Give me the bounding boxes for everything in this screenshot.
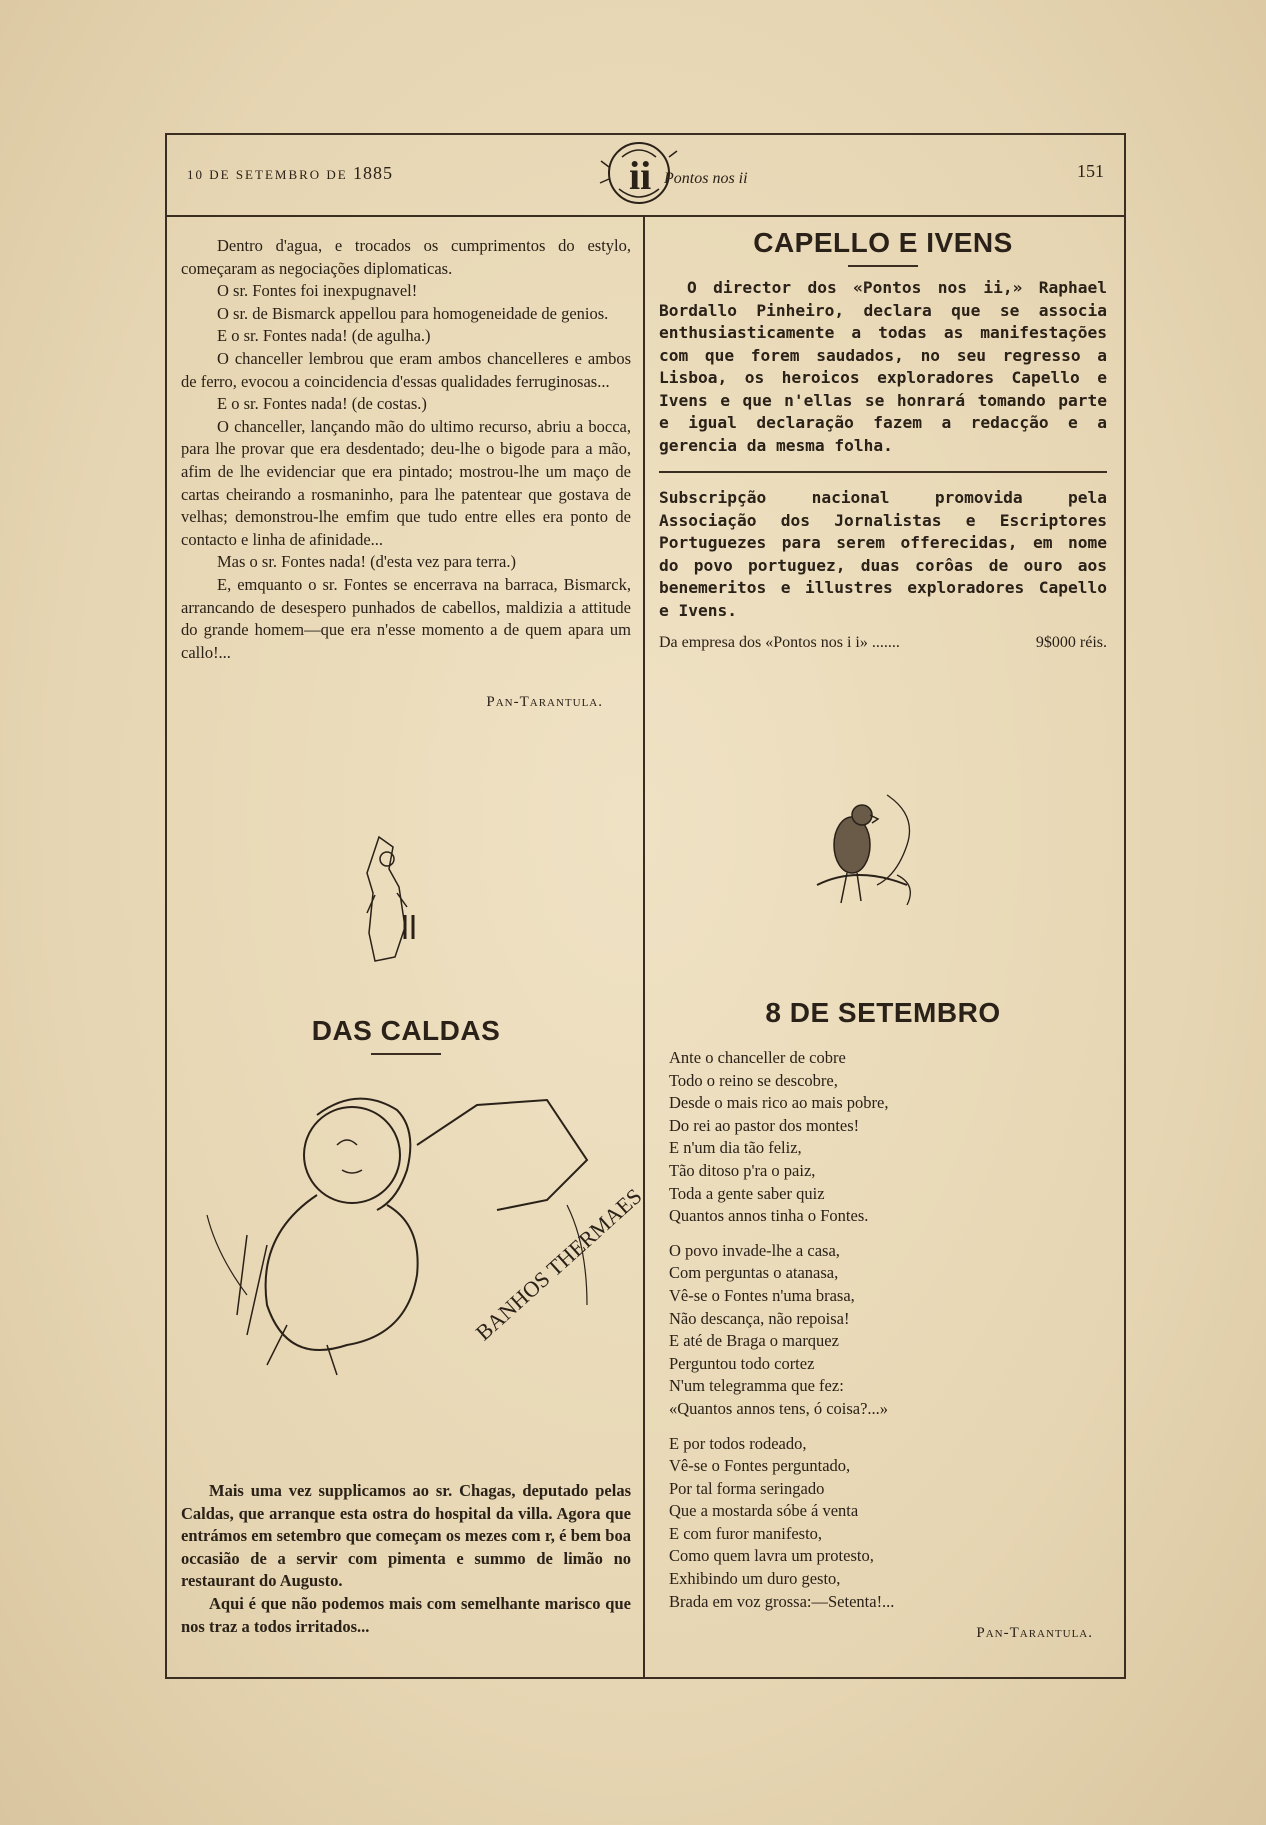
banhos-thermaes-text: BANHOS THERMAES (470, 1183, 647, 1346)
article-signature: Pan-Tarantula. (486, 694, 603, 711)
poem-line: Tão ditoso p'ra o paiz, (669, 1160, 816, 1180)
poem-line: Por tal forma seringado (669, 1478, 825, 1498)
poem-stanza (669, 1433, 1107, 1614)
poem-line: Perguntou todo cortez (669, 1353, 815, 1373)
poem-stanza (669, 1047, 1107, 1228)
poem-line: Brada em voz grossa:—Setenta!... (669, 1591, 895, 1611)
svg-text:ii: ii (629, 153, 652, 198)
das-caldas-title: DAS CALDAS (311, 1015, 501, 1046)
article-paragraph: E o sr. Fontes nada! (de agulha.) (217, 326, 431, 346)
page-frame (165, 133, 1126, 1679)
page-header (167, 135, 1124, 217)
poem-line: O povo invade-lhe a casa, (669, 1240, 840, 1260)
poem-line: Quantos annos tinha o Fontes. (669, 1206, 869, 1226)
header-date-text: 10 DE SETEMBRO DE (187, 167, 348, 182)
poem-line: Como quem lavra um protesto, (669, 1546, 874, 1566)
poem-stanza (669, 1240, 1107, 1421)
das-caldas-section (181, 1015, 631, 1055)
poem-line: E n'um dia tão feliz, (669, 1138, 802, 1158)
poem-line: E por todos rodeado, (669, 1433, 807, 1453)
poem-line: Vê-se o Fontes perguntado, (669, 1456, 851, 1476)
header-year: 1885 (353, 163, 393, 183)
article-paragraph: O sr. de Bismarck appellou para homogeneidade de genios. (217, 303, 609, 323)
article-paragraph: Mas o sr. Fontes nada! (d'esta vez para terra.) (217, 552, 516, 572)
article-paragraph: E, emquanto o sr. Fontes se encerrava na barraca, Bismarck, arrancando de desespero punhados de cabellos, maldizia a attitude do grande homem—que era n'esse momento a de quem apara um callo!... (181, 574, 631, 662)
setembro-title: 8 DE SETEMBRO (765, 997, 1001, 1028)
caldas-paragraph: Mais uma vez supplicamos ao sr. Chagas, deputado pelas Caldas, que arranque esta ostra do hospital da villa. Agora que entrámos em setembro que começam os mezes com r, é bem boa occasião de a servir com pimenta e summo de limão no restaurant do Augusto. (181, 1481, 631, 1591)
caricature-illustration (187, 1085, 647, 1390)
poem-line: Que a mostarda sóbe á venta (669, 1501, 859, 1521)
left-column (181, 235, 631, 711)
empresa-line (659, 634, 1107, 652)
empresa-label: Da empresa dos «Pontos nos i i» ....... (659, 634, 900, 651)
article-paragraph: E o sr. Fontes nada! (de costas.) (217, 394, 427, 414)
page-number: 151 (1077, 161, 1104, 181)
parrot-illustration (807, 785, 937, 915)
poem-signature: Pan-Tarantula. (976, 1625, 1093, 1642)
article-paragraph: O sr. Fontes foi inexpugnavel! (217, 281, 418, 301)
article-paragraph: O chanceller, lançando mão do ultimo recurso, abriu a bocca, para lhe provar que era desdentado; deu-lhe o bigode para a mão, afim de lhe evidenciar que era pintado; mostrou-lhe um maço de cartas cheirando a rosmaninho, para lhe patentear que gostava de velhas; demonstrou-lhe emfim que tudo entre elles era ponto de contacto e linha de afinidade... (181, 416, 631, 549)
article-paragraph: O chanceller lembrou que eram ambos chancelleres e ambos de ferro, evocou a coincidencia d'essas qualidades ferruginosas... (181, 348, 631, 391)
poem-line: Com perguntas o atanasa, (669, 1263, 839, 1283)
poem-line: Não descança, não repoisa! (669, 1308, 850, 1328)
das-caldas-text (181, 1480, 631, 1638)
figure-illustration (357, 835, 427, 965)
article-paragraph: Dentro d'agua, e trocados os cumprimentos do estylo, começaram as negociações diplomaticas. (181, 236, 631, 278)
poem-line: E até de Braga o marquez (669, 1331, 839, 1351)
poem-line: Exhibindo um duro gesto, (669, 1569, 841, 1589)
setembro-section (659, 997, 1107, 1642)
empresa-amount: 9$000 réis. (1035, 634, 1107, 651)
poem-line: E com furor manifesto, (669, 1523, 823, 1543)
poem-line: N'um telegramma que fez: (669, 1376, 844, 1396)
bismarck-article (181, 235, 631, 664)
right-column (659, 227, 1107, 652)
title-rule (371, 1053, 441, 1055)
title-rule (848, 265, 918, 267)
poem (659, 1047, 1107, 1613)
column-divider (643, 215, 645, 1677)
poem-line: Vê-se o Fontes n'uma brasa, (669, 1285, 855, 1305)
header-date (187, 163, 393, 184)
poem-line: Todo o reino se descobre, (669, 1070, 838, 1090)
masthead-title: Pontos nos ii (664, 170, 748, 187)
poem-line: «Quantos annos tens, ó coisa?...» (669, 1398, 889, 1418)
capello-title: CAPELLO E IVENS (753, 227, 1013, 258)
poem-line: Toda a gente saber quiz (669, 1183, 825, 1203)
poem-line: Desde o mais rico ao mais pobre, (669, 1093, 889, 1113)
caldas-paragraph: Aqui é que não podemos mais com semelhante marisco que nos traz a todos irritados... (181, 1593, 631, 1636)
subscription-text: Subscripção nacional promovida pela Associação dos Jornalistas e Escriptores Portuguezes para serem offerecidas, em nome do povo portuguez, duas corôas de ouro aos benemeritos e illustres exploradores Capello e Ivens. (659, 488, 1107, 620)
masthead-logo (594, 137, 748, 209)
subscription-box (659, 471, 1107, 652)
poem-line: Do rei ao pastor dos montes! (669, 1115, 860, 1135)
director-declaration: O director dos «Pontos nos ii,» Raphael Bordallo Pinheiro, declara que se associa enthusiasticamente a todas as manifestações com que forem saudados, no seu regresso a Lisboa, os heroicos exploradores Capello e Ivens e que n'ellas se honrará tomando parte e igual declaração fazem a redacção e a gerencia da mesma folha. (659, 278, 1107, 455)
poem-line: Ante o chanceller de cobre (669, 1048, 846, 1067)
